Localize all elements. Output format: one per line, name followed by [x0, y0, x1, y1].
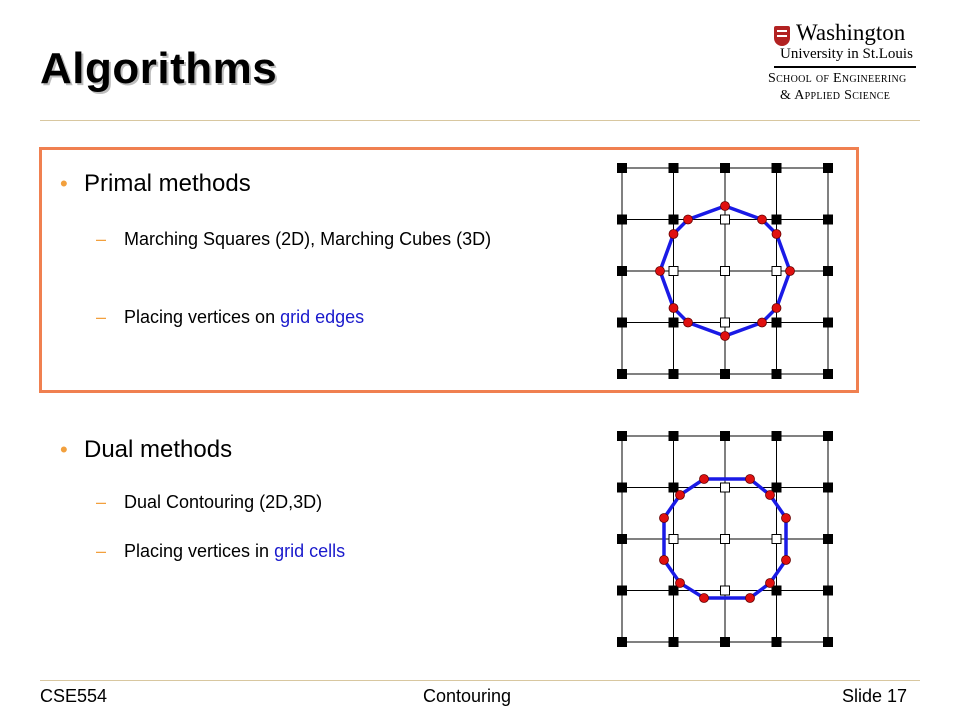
header-rule: [40, 120, 920, 121]
sub-bullet-marching: [96, 224, 496, 254]
sub-bullet-text: Dual Contouring (2D,3D): [124, 492, 323, 512]
dash-icon: –: [96, 541, 107, 561]
slide-title: Algorithms: [40, 44, 278, 93]
dual-contour-diagram: [612, 426, 838, 652]
dash-icon: –: [96, 492, 107, 512]
sub-bullet-text: Marching Squares (2D), Marching Cubes (3D): [124, 229, 492, 249]
sub-bullet-vertices-edges: [96, 302, 496, 332]
logo-line-3: School of Engineering: [768, 71, 907, 86]
primal-contour-diagram: [612, 158, 838, 384]
sub-bullet-vertices-cells: [96, 536, 496, 566]
primal-heading: Primal methods: [84, 170, 251, 197]
dash-icon: –: [96, 229, 107, 249]
highlight-grid-edges: grid edges: [280, 307, 365, 327]
sub-bullet-dual-contouring: [96, 487, 496, 517]
footer-slide-number: Slide 17: [842, 686, 908, 706]
logo-line-4: & Applied Science: [780, 88, 891, 103]
logo-line-1: Washington: [796, 20, 906, 45]
sub-bullet-text: Placing vertices in grid cells: [124, 541, 346, 561]
footer-rule: [40, 680, 920, 681]
footer-topic: Contouring: [423, 686, 512, 706]
dash-icon: –: [96, 307, 107, 327]
logo-divider: [774, 66, 916, 68]
bullet-dot-icon: •: [60, 437, 68, 462]
logo-line-2: University in St.Louis: [780, 46, 913, 62]
shield-icon: [774, 26, 790, 46]
dual-heading: Dual methods: [84, 436, 233, 463]
bullet-dot-icon: •: [60, 171, 68, 196]
university-logo: [768, 20, 918, 106]
sub-bullet-text: Placing vertices on grid edges: [124, 307, 365, 327]
footer-course: CSE554: [40, 686, 108, 706]
highlight-grid-cells: grid cells: [274, 541, 346, 561]
